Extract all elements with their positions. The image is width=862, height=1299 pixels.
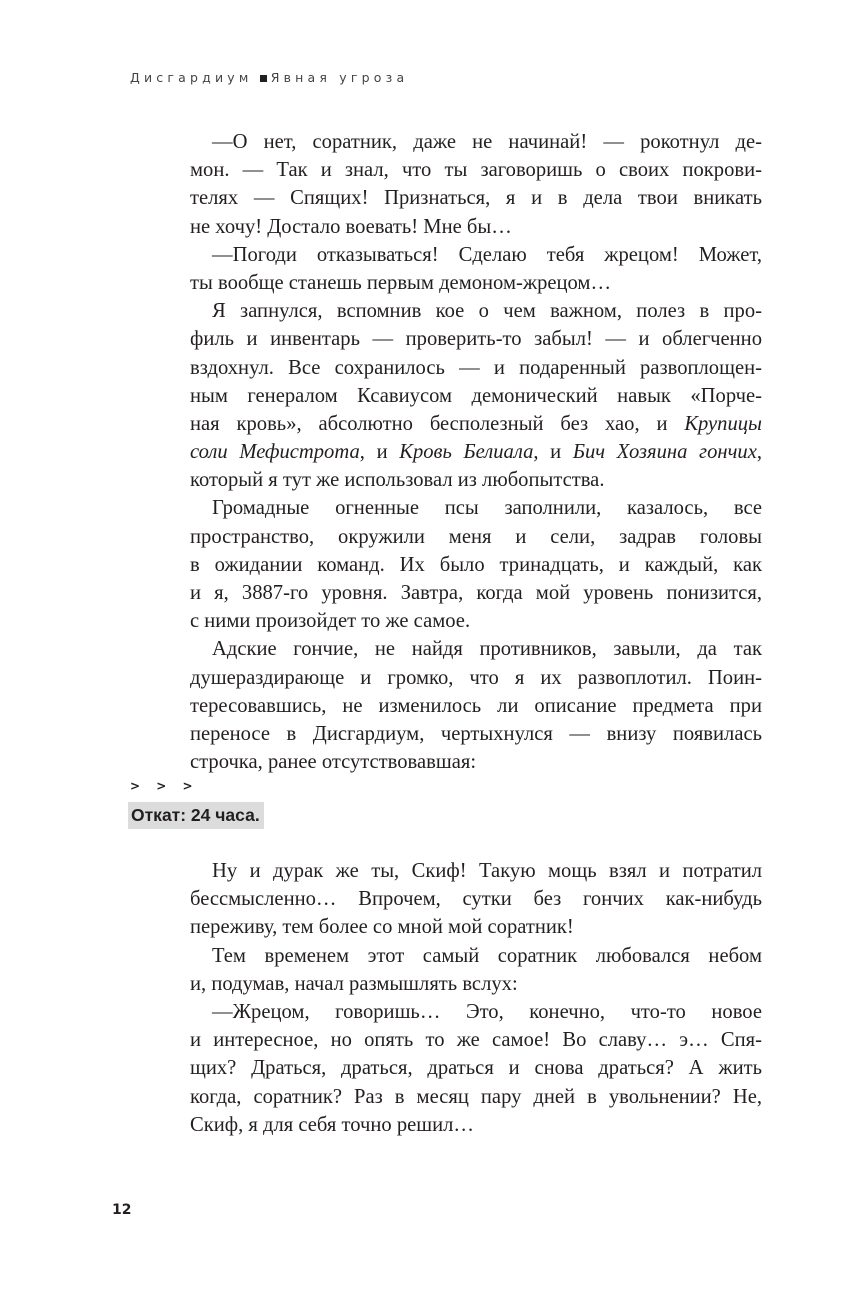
text-segment: —Погоди отказываться! Сделаю тебя жрецом! Может, xyxy=(212,243,762,266)
text-line xyxy=(190,466,762,494)
text-segment: ным генералом Ксавиусом демонический навык «Порче- xyxy=(190,384,762,407)
paragraph xyxy=(190,128,762,241)
text-segment: щих? Драться, драться, драться и снова драться? А жить xyxy=(190,1057,762,1080)
text-segment: , и xyxy=(359,441,400,464)
text-line xyxy=(190,998,762,1026)
text-line xyxy=(190,748,762,776)
system-message-cooldown: Откат: 24 часа. xyxy=(128,802,264,829)
text-line xyxy=(190,241,762,269)
text-line xyxy=(190,551,762,579)
text-segment: —Жрецом, говоришь… Это, конечно, что-то новое xyxy=(212,1000,762,1023)
text-line xyxy=(190,1083,762,1111)
text-segment: , и xyxy=(533,441,573,464)
paragraph xyxy=(190,635,762,776)
text-line xyxy=(190,885,762,913)
text-segment: , xyxy=(756,441,763,464)
text-line xyxy=(190,1054,762,1082)
text-line xyxy=(190,1026,762,1054)
text-line xyxy=(190,913,762,941)
text-line xyxy=(190,184,762,212)
text-segment: тересовавшись, не изменилось ли описание предмета при xyxy=(190,694,762,717)
text-line xyxy=(190,410,762,438)
text-segment: душераздирающе и громко, что я их развоплотил. Поин- xyxy=(190,666,762,689)
text-segment: Громадные огненные псы заполнили, казалось, все xyxy=(212,497,762,520)
body-text-top xyxy=(190,128,762,776)
text-line xyxy=(190,354,762,382)
paragraph xyxy=(190,494,762,635)
text-segment: переносе в Дисгардиум, чертыхнулся — внизу появилась xyxy=(190,722,762,745)
text-line xyxy=(190,382,762,410)
text-segment: и интересное, но опять то же самое! Во славу… э… Спя- xyxy=(190,1029,762,1052)
text-segment: в ожидании команд. Их было тринадцать, и каждый, как xyxy=(190,553,762,576)
text-line xyxy=(190,1111,762,1139)
page-number: 12 xyxy=(112,1202,132,1218)
book-title: Явная угроза xyxy=(270,70,409,85)
paragraph xyxy=(190,857,762,942)
text-line xyxy=(190,494,762,522)
body-text-bottom xyxy=(190,857,762,1139)
text-segment: ты вообще станешь первым демоном-жрецом… xyxy=(190,271,612,294)
text-segment: телях — Спящих! Признаться, я и в дела твои вникать xyxy=(190,187,762,210)
paragraph xyxy=(190,998,762,1139)
text-line xyxy=(190,213,762,241)
text-line xyxy=(190,607,762,635)
book-series: Дисгардиум xyxy=(130,70,253,85)
text-line xyxy=(190,664,762,692)
text-segment: бессмысленно… Впрочем, сутки без гончих как-нибудь xyxy=(190,888,762,911)
text-line xyxy=(190,579,762,607)
text-segment: филь и инвентарь — проверить-то забыл! — и облегченно xyxy=(190,328,762,351)
text-segment: и я, 3887-го уровня. Завтра, когда мой уровень понизится, xyxy=(190,582,762,604)
italic-item-name: Кровь Белиала xyxy=(399,441,534,464)
text-segment: и, подумав, начал размышлять вслух: xyxy=(190,972,518,995)
system-message-marker: > > > xyxy=(130,779,199,793)
text-line xyxy=(190,942,762,970)
italic-item-name: Крупицы xyxy=(684,412,762,435)
text-segment: ная кровь», абсолютно бесполезный без хао, и xyxy=(190,412,685,435)
text-line xyxy=(190,857,762,885)
text-line xyxy=(190,635,762,663)
text-line xyxy=(190,523,762,551)
text-segment: строчка, ранее отсутствовавшая: xyxy=(190,751,477,774)
text-line xyxy=(190,438,762,466)
text-line xyxy=(190,325,762,353)
text-line xyxy=(190,269,762,297)
text-line xyxy=(190,128,762,156)
text-line xyxy=(190,297,762,325)
paragraph xyxy=(190,297,762,494)
italic-item-name: соли Мефистрота xyxy=(190,441,360,464)
text-segment: пространство, окружили меня и сели, задрав головы xyxy=(190,525,762,548)
italic-item-name: Бич Хозяина гончих xyxy=(572,441,757,464)
separator-square-icon xyxy=(260,75,267,82)
text-line xyxy=(190,692,762,720)
text-segment: мон. — Так и знал, что ты заговоришь о своих покрови- xyxy=(190,159,762,182)
text-segment: переживу, тем более со мной мой соратник! xyxy=(190,916,574,939)
text-segment: вздохнул. Все сохранилось — и подаренный развоплощен- xyxy=(190,356,762,379)
text-segment: с ними произойдет то же самое. xyxy=(190,610,471,633)
text-line xyxy=(190,720,762,748)
text-segment: Я запнулся, вспомнив кое о чем важном, полез в про- xyxy=(212,300,762,323)
text-segment: когда, соратник? Раз в месяц пару дней в увольнении? Не, xyxy=(190,1085,762,1108)
text-segment: Ну и дурак же ты, Скиф! Такую мощь взял и потратил xyxy=(212,860,762,882)
text-segment: Скиф, я для себя точно решил… xyxy=(190,1113,475,1136)
text-line xyxy=(190,970,762,998)
text-segment: не хочу! Достало воевать! Мне бы… xyxy=(190,215,512,238)
paragraph xyxy=(190,942,762,998)
text-segment: —О нет, соратник, даже не начинай! — рокотнул де- xyxy=(212,131,762,153)
text-segment: Адские гончие, не найдя противников, завыли, да так xyxy=(212,638,762,661)
paragraph xyxy=(190,241,762,297)
text-line xyxy=(190,156,762,184)
text-segment: Тем временем этот самый соратник любовался небом xyxy=(212,944,762,967)
running-header xyxy=(130,70,408,85)
text-segment: который я тут же использовал из любопытства. xyxy=(190,469,605,492)
